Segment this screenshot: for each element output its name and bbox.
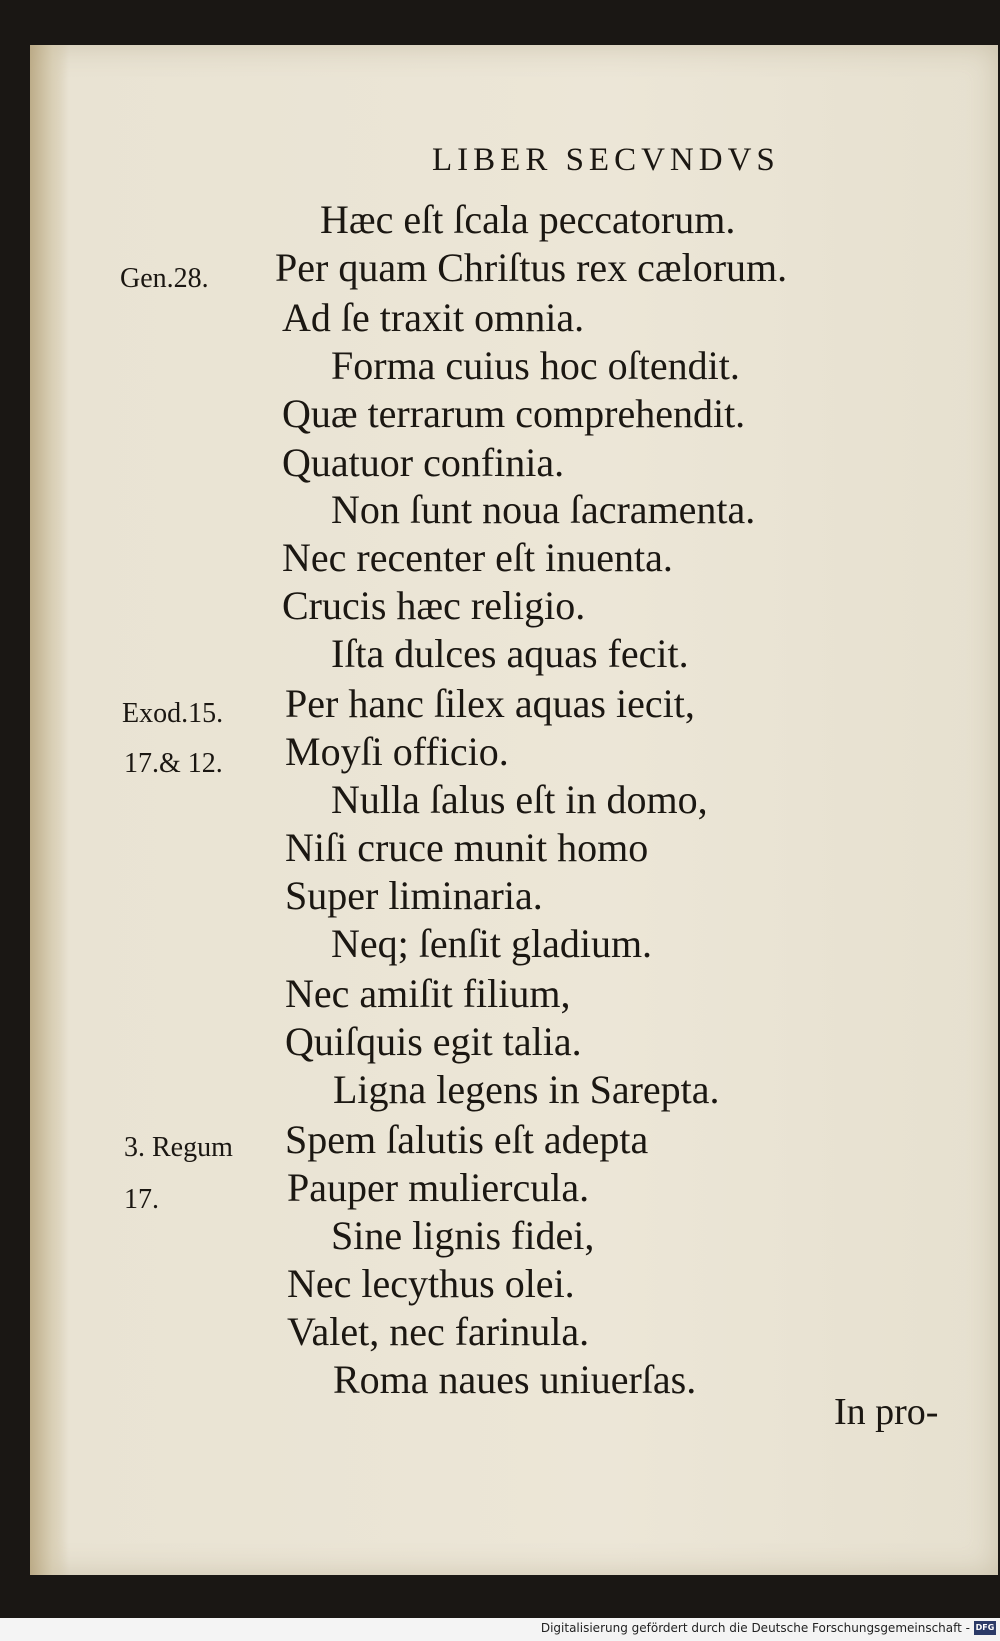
verse-line: Nec amiſit filium, (285, 971, 571, 1016)
verse-line: Hæc eſt ſcala peccatorum. (320, 197, 736, 242)
verse-line: Valet, nec farinula. (287, 1309, 590, 1354)
verse-line: Non ſunt noua ſacramenta. (331, 487, 756, 532)
marginal-note: 17. (124, 1184, 159, 1215)
verse-line: Crucis hæc religio. (282, 583, 586, 628)
marginal-note: 17.& 12. (124, 748, 223, 779)
verse-line: Niſi cruce munit homo (285, 825, 649, 870)
verse-line: Ad ſe traxit omnia. (282, 295, 585, 340)
verse-line: Pauper muliercula. (287, 1165, 590, 1210)
running-head: LIBER SECVNDVS (432, 142, 780, 178)
verse-line: Moyſi officio. (285, 729, 509, 774)
verse-line: Roma naues uniuerſas. (333, 1357, 697, 1402)
verse-line: Quatuor confinia. (282, 440, 565, 485)
verse-line: Quæ terrarum comprehendit. (282, 391, 746, 436)
marginal-note: Exod.15. (122, 698, 224, 729)
dfg-logo-icon: DFG (974, 1621, 996, 1635)
catchword: In pro- (834, 1391, 939, 1433)
page-gutter (30, 45, 68, 1575)
verse-line: Iſta dulces aquas fecit. (331, 631, 689, 676)
verse-line: Sine lignis fidei, (331, 1213, 595, 1258)
verse-line: Nec lecythus olei. (287, 1261, 575, 1306)
verse-line: Nulla ſalus eſt in domo, (331, 777, 708, 822)
verse-line: Spem ſalutis eſt adepta (285, 1117, 649, 1162)
footer-bar (0, 1618, 1000, 1641)
verse-line: Forma cuius hoc oſtendit. (331, 343, 740, 388)
verse-line: Quiſquis egit talia. (285, 1019, 582, 1064)
verse-line: Nec recenter eſt inuenta. (282, 535, 673, 580)
verse-line: Per quam Chriſtus rex cælorum. (275, 245, 788, 290)
footer-credit: Digitalisierung gefördert durch die Deutsche Forschungsgemeinschaft - (540, 1621, 970, 1635)
marginal-note: 3. Regum (124, 1132, 233, 1163)
verse-line: Per hanc ſilex aquas iecit, (285, 681, 695, 726)
verse-line: Ligna legens in Sarepta. (333, 1067, 720, 1112)
marginal-note: Gen.28. (120, 263, 209, 294)
verse-line: Neq; ſenſit gladium. (331, 921, 653, 966)
verse-line: Super liminaria. (285, 873, 543, 918)
